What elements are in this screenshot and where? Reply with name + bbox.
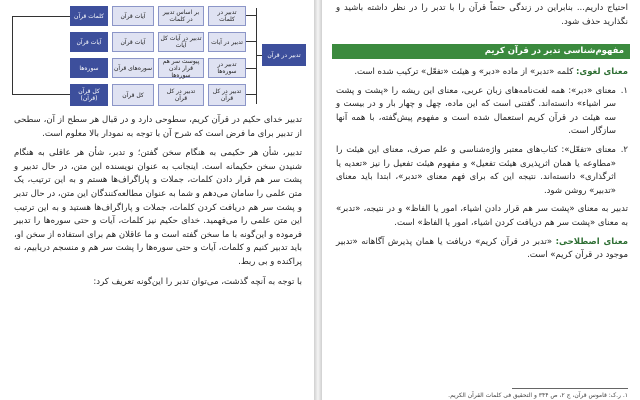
footnote: ۱. ر.ک: قاموس قرآن، ج ۲، ص ۳۴۴ و التحقیق فی کلمات القرآن الکریم. <box>448 392 628 399</box>
list-item <box>336 144 628 198</box>
diagram-branch-sub: پیوست سر هم قرار دادن سوره‌ها <box>158 58 204 78</box>
diagram-connector <box>256 8 257 104</box>
diagram-branch-sub: تدبیر در آیات کل آیات <box>158 32 204 52</box>
list-text: معنای «تفعّل»: کتاب‌های معتبر واژه‌شناسی و علم صرف، معنای این هیئت را «مطاوعه یا همان اثرپذیری هیئت تفعیل» و مفهوم هیئت تفعیل را نیز «تعدیه یا اثرگذاری» دانسته‌اند. نتیجه این که برای فهم معنای «تدبر»، ابتدا باید معنای «تدبیر» روشن شود. <box>336 144 616 196</box>
diagram-branch-sub: تدبیر در کل قرآن <box>158 84 204 106</box>
paragraph: تدبیر به معنای «پشت سر هم قرار دادن اشیاء، امور یا الفاظ» و در نتیجه، «تدبر» به معنای «پشت سر هم دریافت کردن اشیاء، امور یا الفاظ» است. <box>336 204 628 228</box>
diagram-branch-item: کلمات قرآن <box>70 6 108 26</box>
lexical-label: معنای لغوی: <box>576 67 628 77</box>
diagram-branch-item: کل قرآن (قرآن) <box>70 84 108 106</box>
diagram-connector <box>12 94 70 95</box>
paragraph: تدبیر، شأن هر حکیمی به هنگام سخن گفتن؛ و تدبر، شأن هر عاقلی به هنگام شنیدن سخن حکیمانه است. اینجانب به عنوان نویسنده این متن، در حال تدبیر و پشت سر هم قرار دادن کلمات، جملات و پاراگراف‌ها هستم و به این ترتیب، یک متن علمی را سامان می‌دهم و شما به عنوان مطالعه‌کنندگان این متن، در حال تدبر و پشت سر هم دریافت کردن کلمات، جملات و پاراگراف‌ها هستید و به این ترتیب این متن علمی را می‌فهمید. خدای حکیم نیز کلمات، آیات و حتی سوره‌ها را تدبیر فرموده و این‌گونه با ما سخن گفته است و ما عاقلان هم برای استفاده از سخن او، باید تدبیر کنیم و کلمات، آیات و حتی سوره‌ها را پشت سر هم و منسجم دریابیم، نه پراکنده و بی ربط. <box>14 148 302 267</box>
lexical-paragraph <box>336 66 628 80</box>
list-text: معنای «دبر»: همه لغت‌نامه‌های زبان عربی، معنای این ریشه را «پشت و پشت سر اشیاء» دانسته‌اند. گفتنی است که این ماده، چهل و چهار بار و در بیست و سه هیئت در قرآن کریم استعمال شده است و مفهوم پیش‌گفته، با همه آنها سازگار است. <box>336 85 616 137</box>
list-number: ۲. <box>620 144 628 155</box>
paragraph: با توجه به آنچه گذشت، می‌توان تدبر را این‌گونه تعریف کرد: <box>93 276 302 287</box>
tadabbur-levels-diagram <box>8 2 308 108</box>
diagram-branch-head: تدبیر در کلمات <box>208 6 246 26</box>
book-gutter <box>314 0 322 400</box>
list-number: ۱. <box>620 85 628 96</box>
diagram-branch-group: سوره‌های قرآن <box>112 58 154 78</box>
diagram-connector <box>12 16 70 17</box>
diagram-branch-group: کل قرآن <box>112 84 154 106</box>
footnote-divider <box>512 388 628 389</box>
list-item <box>336 85 628 139</box>
diagram-branch-head: تدبیر در سوره‌ها <box>208 58 246 78</box>
diagram-root: تدبیر در قرآن <box>262 44 306 66</box>
diagram-connector <box>12 16 13 94</box>
diagram-branch-item: سوره‌ها <box>70 58 108 78</box>
diagram-connector <box>246 94 256 95</box>
term-text: «تدبر در قرآن کریم» دریافت یا همان پذیرش آگاهانه «تدبیر موجود در قرآن کریم» است. <box>336 236 628 261</box>
diagram-branch-head: تدبیر در کل قرآن <box>208 84 246 106</box>
right-page <box>322 0 640 400</box>
term-label: معنای اصطلاحی: <box>555 236 628 247</box>
right-body-text <box>336 66 628 268</box>
diagram-connector <box>246 68 256 69</box>
lexical-text: کلمه «تدبر» از ماده «دبر» و هیئت «تفعّل» ترکیب شده است. <box>354 67 574 77</box>
diagram-connector <box>246 41 256 42</box>
diagram-branch-sub: بر اساس تدبیر در کلمات <box>158 6 204 26</box>
intro-text: احتیاج داریم... بنابراین در زندگی حتماً قرآن را با تدبر را در نظر داشته باشید و نگذارید حذف شود. <box>336 3 628 27</box>
left-body-text <box>14 114 302 295</box>
diagram-connector <box>246 15 256 16</box>
paragraph: تدبیر خدای حکیم در قرآن کریم، سطوحی دارد و در قبال هر سطح از آن، سطحی از تدبیر برای ما فرض است که شرح آن با توجه به نمودار بالا معلوم است. <box>14 115 302 139</box>
diagram-branch-item: آیات قرآن <box>70 32 108 52</box>
diagram-branch-group: آیات قرآن <box>112 32 154 52</box>
diagram-branch-group: آیات قرآن <box>112 6 154 26</box>
term-paragraph <box>336 236 628 263</box>
section-title: مفهوم‌شناسی تدبر در قرآن کریم <box>332 44 630 59</box>
diagram-branch-head: تدبیر در آیات <box>208 32 246 52</box>
left-page <box>0 0 314 400</box>
diagram-connector <box>256 55 262 56</box>
